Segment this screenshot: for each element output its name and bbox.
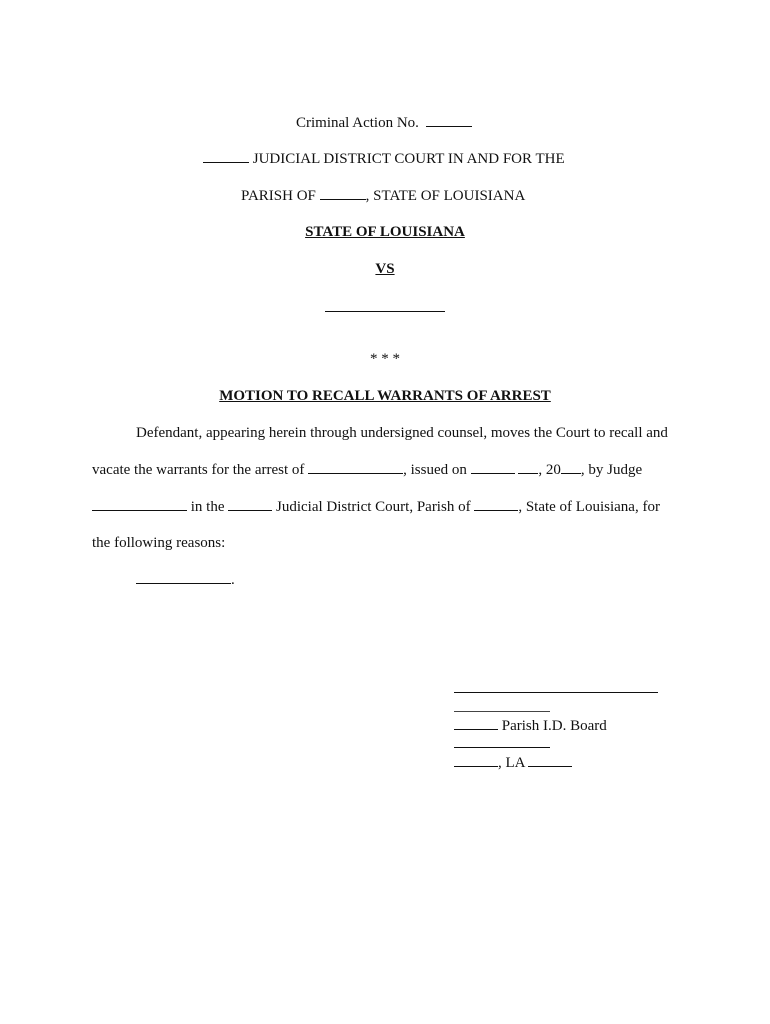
action-number-blank[interactable] bbox=[426, 113, 472, 127]
city-blank[interactable] bbox=[454, 753, 498, 767]
reasons-end: . bbox=[231, 572, 235, 588]
parish-line bbox=[241, 186, 525, 205]
city-line bbox=[454, 753, 572, 772]
parish-suffix: , STATE OF LOUISIANA bbox=[365, 188, 526, 204]
body-line-2 bbox=[92, 460, 642, 479]
judge-name-blank[interactable] bbox=[92, 497, 187, 511]
criminal-action-line bbox=[296, 113, 472, 132]
body-line-2-b: , issued on bbox=[403, 462, 467, 478]
issue-month-blank[interactable] bbox=[471, 460, 515, 474]
reasons-blank[interactable] bbox=[136, 570, 231, 584]
reasons-line bbox=[136, 570, 235, 589]
body-line-3 bbox=[92, 497, 660, 516]
body-line-2-d: , by Judge bbox=[580, 462, 643, 478]
body-line-3-b: Judicial District Court, Parish of bbox=[276, 499, 471, 515]
motion-title: MOTION TO RECALL WARRANTS OF ARREST bbox=[219, 388, 551, 404]
board-text: Parish I.D. Board bbox=[501, 718, 607, 734]
signature-line[interactable] bbox=[454, 692, 658, 693]
parish-name-blank[interactable] bbox=[320, 186, 366, 200]
board-parish-blank[interactable] bbox=[454, 716, 498, 730]
district-court-number-blank[interactable] bbox=[228, 497, 272, 511]
versus-heading: VS bbox=[375, 261, 395, 277]
issue-year-blank[interactable] bbox=[561, 460, 581, 474]
body-line-3-a: in the bbox=[190, 499, 225, 515]
body-line-1: Defendant, appearing herein through undersigned counsel, moves the Court to recall and bbox=[136, 425, 668, 441]
attorney-name-blank[interactable] bbox=[454, 711, 550, 712]
arrestee-name-blank[interactable] bbox=[308, 460, 403, 474]
court-line-text: JUDICIAL DISTRICT COURT IN AND FOR THE bbox=[252, 151, 565, 167]
separator-asterisks: * * * bbox=[370, 351, 400, 367]
body-line-3-c: , State of Louisiana, for bbox=[518, 499, 660, 515]
criminal-action-label: Criminal Action No. bbox=[296, 115, 419, 131]
court-parish-blank[interactable] bbox=[474, 497, 518, 511]
district-number-blank[interactable] bbox=[203, 149, 249, 163]
issue-day-blank[interactable] bbox=[518, 460, 538, 474]
board-line bbox=[454, 716, 607, 735]
defendant-name-blank[interactable] bbox=[325, 311, 445, 312]
body-line-2-a: vacate the warrants for the arrest of bbox=[92, 462, 305, 478]
parish-prefix: PARISH OF bbox=[241, 188, 316, 204]
body-line-4: the following reasons: bbox=[92, 535, 226, 551]
zip-blank[interactable] bbox=[528, 753, 572, 767]
body-line-2-c: , 20 bbox=[538, 462, 561, 478]
plaintiff-heading: STATE OF LOUISIANA bbox=[305, 224, 465, 240]
court-line bbox=[203, 149, 565, 168]
la-text: , LA bbox=[498, 755, 525, 771]
address-blank[interactable] bbox=[454, 747, 550, 748]
